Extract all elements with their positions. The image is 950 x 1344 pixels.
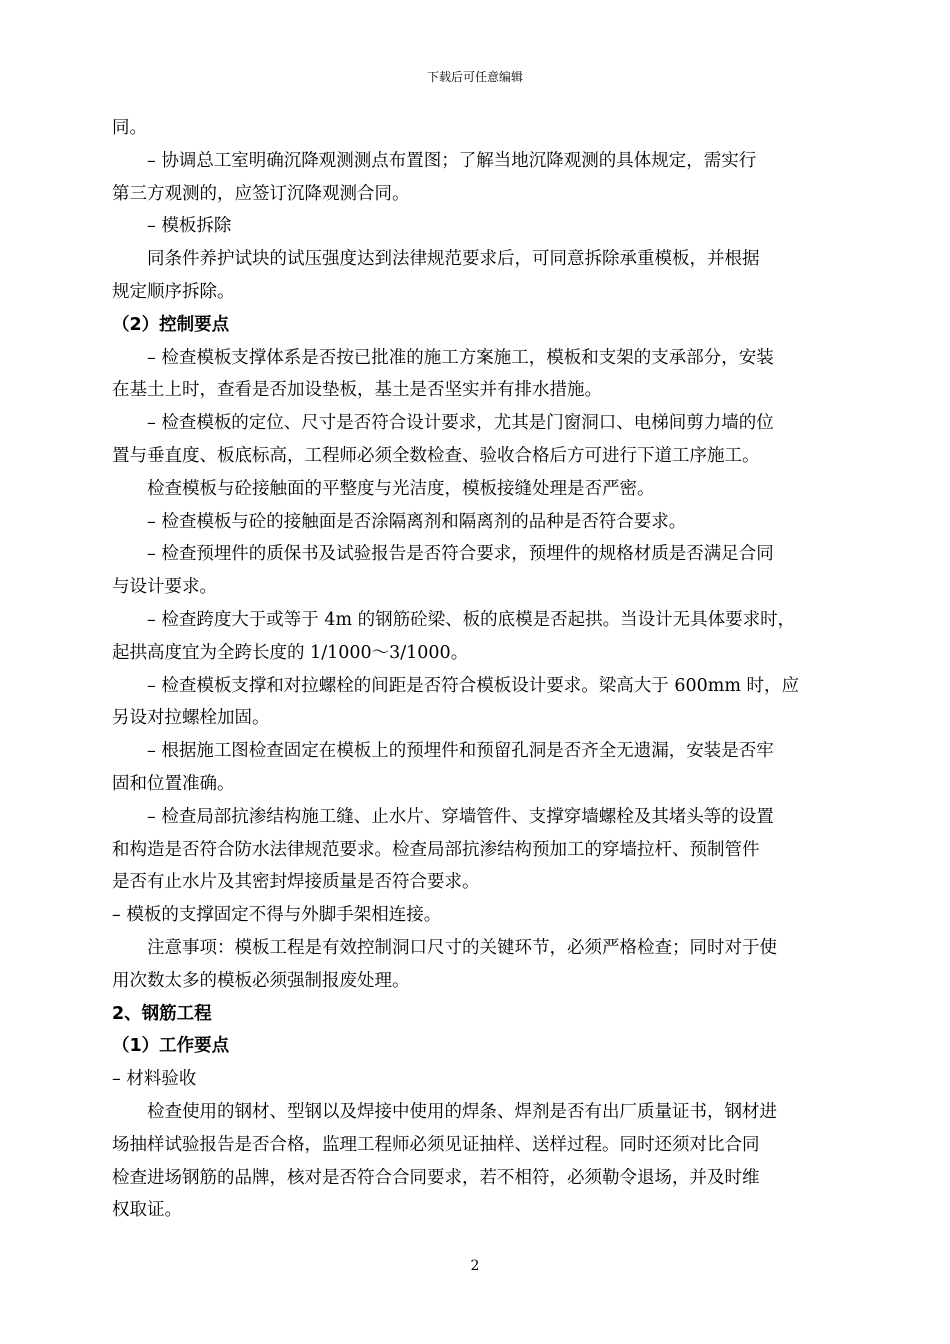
text-line: 场抽样试验报告是否合格，监理工程师必须见证抽样、送样过程。同时还须对比合同	[112, 1134, 760, 1155]
text-line: – 检查模板支撑体系是否按已批准的施工方案施工，模板和支架的支承部分，安装	[147, 347, 774, 368]
text-line: – 检查模板与砼的接触面是否涂隔离剂和隔离剂的品种是否符合要求。	[147, 511, 687, 532]
text-line: – 检查模板的定位、尺寸是否符合设计要求，尤其是门窗洞口、电梯间剪力墙的位	[147, 413, 774, 434]
text-line: 置与垂直度、板底标高，工程师必须全数检查、验收合格后方可进行下道工序施工。	[112, 445, 760, 466]
text-line: 检查使用的钢材、型钢以及焊接中使用的焊条、焊剂是否有出厂质量证书，钢材进	[147, 1101, 777, 1122]
text-line: 和构造是否符合防水法律规范要求。检查局部抗渗结构预加工的穿墙拉杆、预制管件	[112, 839, 760, 860]
text-line: – 检查预埋件的质保书及试验报告是否符合要求，预埋件的规格材质是否满足合同	[147, 544, 774, 565]
text-line: – 根据施工图检查固定在模板上的预埋件和预留孔洞是否齐全无遗漏，安装是否牢	[147, 741, 774, 762]
text-line: 另设对拉螺栓加固。	[112, 708, 270, 729]
text-line: 是否有止水片及其密封焊接质量是否符合要求。	[112, 872, 480, 893]
section-heading: （1）工作要点	[112, 1036, 230, 1057]
text-line: 在基土上时，查看是否加设垫板，基土是否坚实并有排水措施。	[112, 380, 602, 401]
page-header: 下载后可任意编辑	[426, 70, 523, 84]
text-line: 检查进场钢筋的品牌，核对是否符合合同要求，若不相符，必须勒令退场，并及时维	[112, 1167, 760, 1188]
text-line: – 模板拆除	[147, 216, 232, 237]
text-line: 检查模板与砼接触面的平整度与光洁度，模板接缝处理是否严密。	[147, 478, 655, 499]
text-line: 第三方观测的，应签订沉降观测合同。	[112, 183, 410, 204]
text-line: – 材料验收	[112, 1069, 197, 1090]
page-number: 2	[470, 1258, 480, 1274]
text-line: 用次数太多的模板必须强制报废处理。	[112, 970, 410, 991]
text-line: – 检查局部抗渗结构施工缝、止水片、穿墙管件、支撑穿墙螺栓及其堵头等的设置	[147, 806, 774, 827]
text-line: 注意事项：模板工程是有效控制洞口尺寸的关键环节，必须严格检查；同时对于使	[147, 937, 777, 958]
document-body	[112, 112, 838, 1227]
text-line: 同条件养护试块的试压强度达到法律规范要求后，可同意拆除承重模板，并根据	[147, 249, 760, 270]
section-heading: 2、钢筋工程	[112, 1003, 212, 1024]
text-line: – 模板的支撑固定不得与外脚手架相连接。	[112, 905, 442, 926]
text-line: 同。	[112, 118, 147, 138]
text-line: – 协调总工室明确沉降观测测点布置图；了解当地沉降观测的具体规定，需实行	[147, 150, 757, 171]
text-line: 权取证。	[112, 1200, 182, 1221]
text-line: – 检查模板支撑和对拉螺栓的间距是否符合模板设计要求。梁高大于 600mm 时，应	[147, 675, 800, 696]
text-line: 规定顺序拆除。	[112, 281, 235, 302]
section-heading: （2）控制要点	[112, 314, 230, 335]
text-line: 起拱高度宜为全跨长度的 1/1000～3/1000。	[112, 642, 469, 663]
text-line: – 检查跨度大于或等于 4m 的钢筋砼梁、板的底模是否起拱。当设计无具体要求时，	[147, 609, 796, 630]
text-line: 固和位置准确。	[112, 773, 235, 794]
text-line: 与设计要求。	[112, 577, 217, 598]
